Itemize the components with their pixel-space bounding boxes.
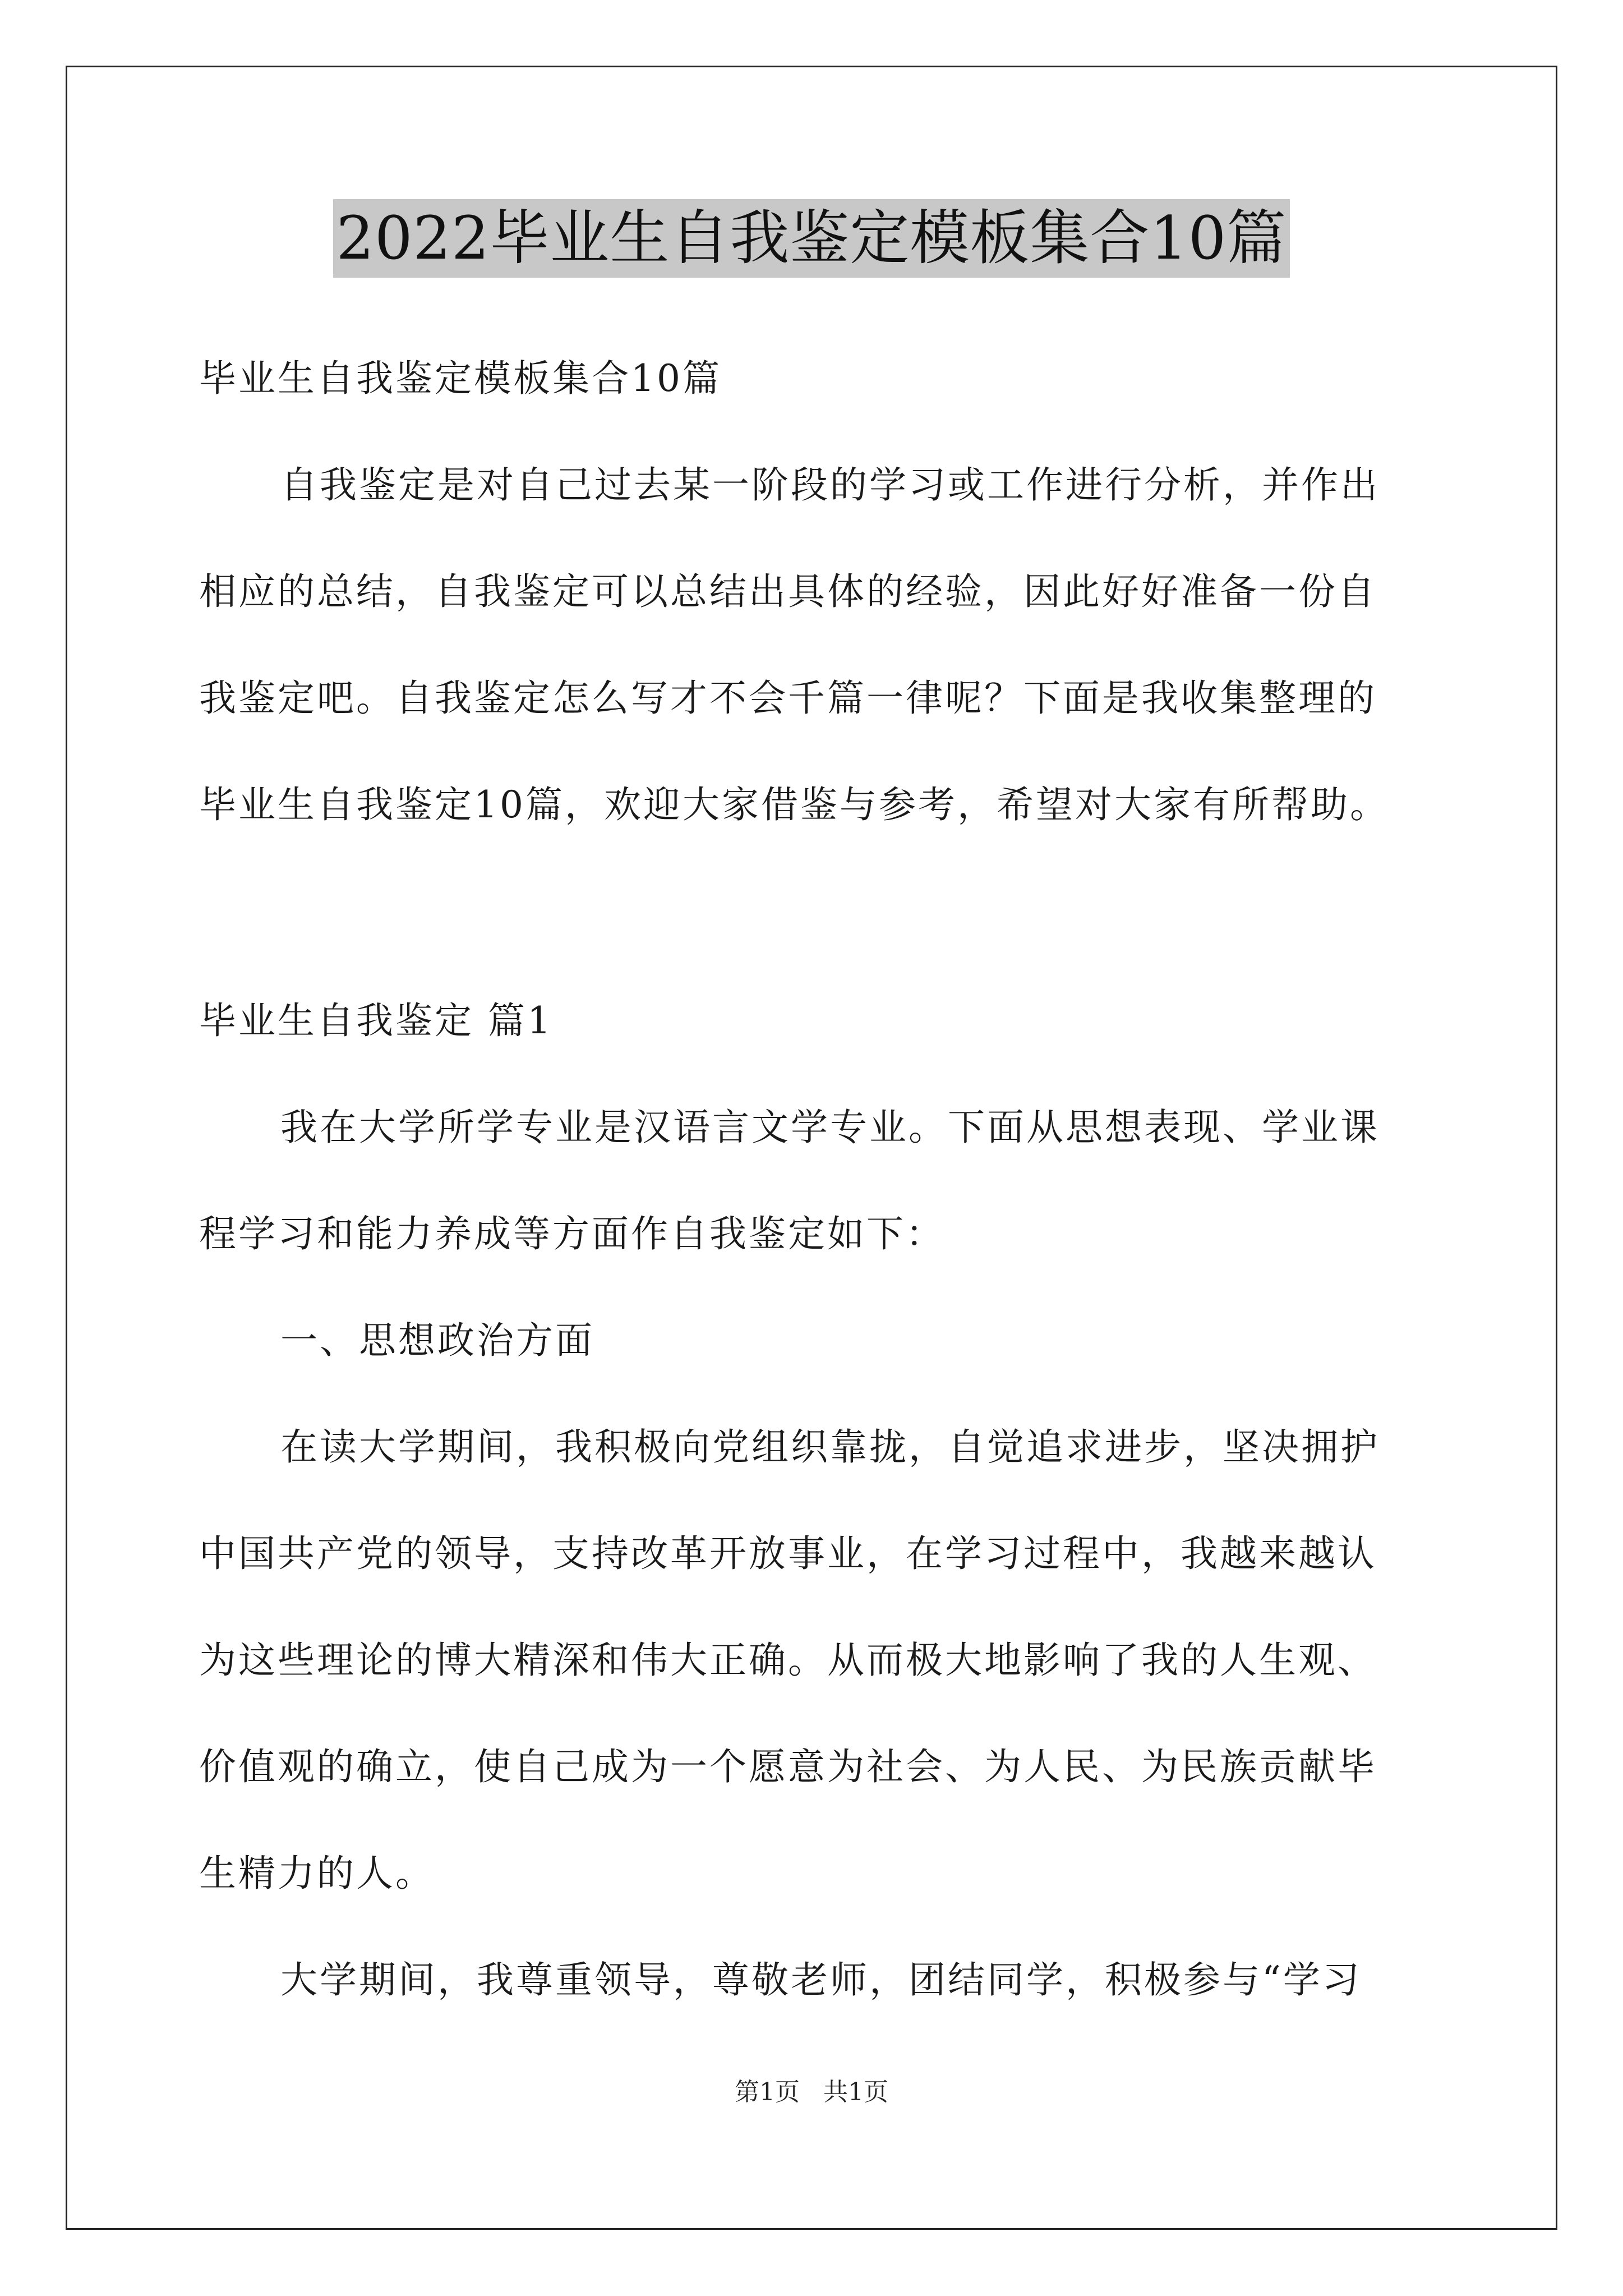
intro-line: 毕业生自我鉴定10篇，欢迎大家借鉴与参考，希望对大家有所帮助。 <box>199 783 1389 826</box>
body-line: 程学习和能力养成等方面作自我鉴定如下： <box>199 1212 945 1255</box>
document-subtitle: 毕业生自我鉴定模板集合10篇 <box>199 357 722 400</box>
section-heading: 毕业生自我鉴定 篇1 <box>199 999 553 1042</box>
title-container <box>0 199 1623 278</box>
body-line: 大学期间，我尊重领导，尊敬老师，团结同学，积极参与“学习 <box>280 1958 1362 2001</box>
body-line: 价值观的确立，使自己成为一个愿意为社会、为人民、为民族贡献毕 <box>199 1745 1377 1788</box>
intro-line: 相应的总结，自我鉴定可以总结出具体的经验，因此好好准备一份自 <box>199 570 1377 613</box>
body-line: 为这些理论的博大精深和伟大正确。从而极大地影响了我的人生观、 <box>199 1639 1377 1682</box>
body-line: 生精力的人。 <box>199 1852 435 1895</box>
body-line: 在读大学期间，我积极向党组织靠拢，自觉追求进步，坚决拥护 <box>280 1425 1380 1469</box>
body-line: 我在大学所学专业是汉语言文学专业。下面从思想表现、学业课 <box>280 1106 1380 1149</box>
intro-line: 自我鉴定是对自己过去某一阶段的学习或工作进行分析，并作出 <box>280 463 1380 507</box>
body-line: 中国共产党的领导，支持改革开放事业，在学习过程中，我越来越认 <box>199 1532 1377 1575</box>
page-total: 共1页 <box>823 2078 888 2106</box>
document-title: 2022毕业生自我鉴定模板集合10篇 <box>333 199 1290 278</box>
page-number: 第1页 <box>735 2078 800 2106</box>
page-footer <box>0 2076 1623 2109</box>
subsection-heading: 一、思想政治方面 <box>280 1319 594 1362</box>
intro-line: 我鉴定吧。自我鉴定怎么写才不会千篇一律呢？下面是我收集整理的 <box>199 677 1377 720</box>
